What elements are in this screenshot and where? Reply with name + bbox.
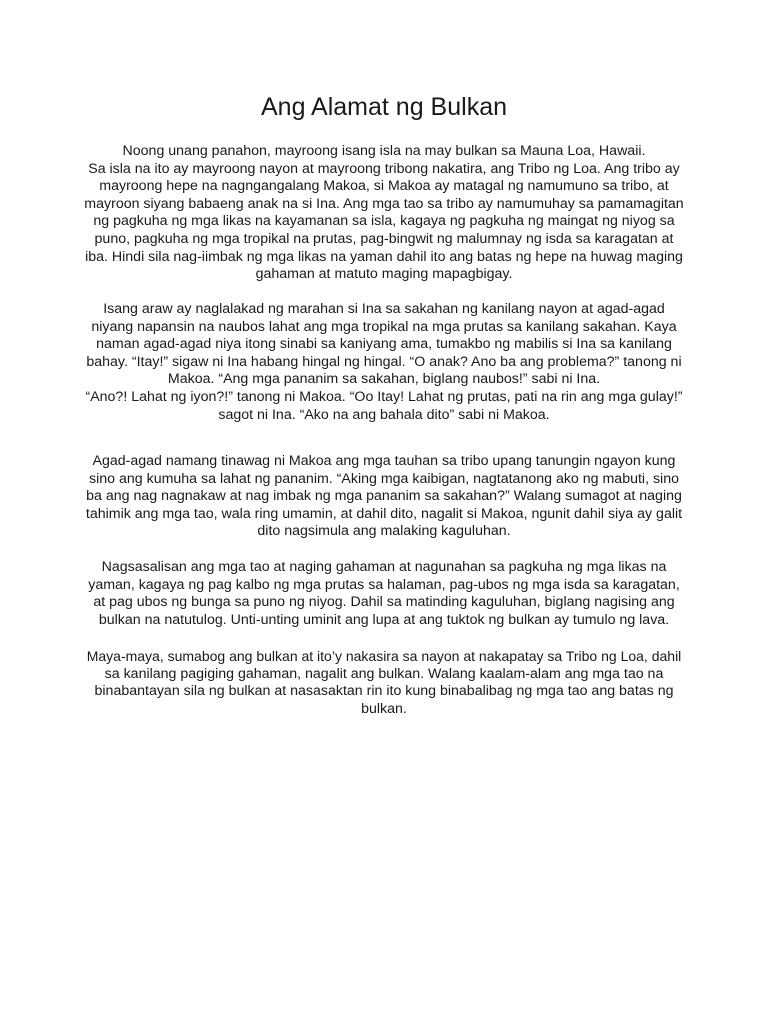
paragraph-line: sa kanilang pagiging gahaman, nagalit ang bulkan. Walang kaalam-alam ang mga tao na — [104, 665, 664, 682]
paragraph-line: dito nagsimula ang malaking kaguluhan. — [257, 523, 511, 540]
paragraph-line: ba ang nag nagnakaw at nag imbak ng mga pananim sa sakahan?” Walang sumagot at naging — [86, 488, 682, 505]
paragraph-line: Noong unang panahon, mayroong isang isla na may bulkan sa Mauna Loa, Hawaii. — [122, 143, 646, 159]
paragraph-line: gahaman at matuto maging mapagbigay. — [255, 266, 513, 283]
paragraph-line: mayroong hepe na nagngangalang Makoa, si Makoa ay matagal ng namumuno sa tribo, at — [99, 178, 669, 195]
paragraph-line: Isang araw ay naglalakad ng marahan si Ina sa sakahan ng kanilang nayon at agad-agad — [103, 301, 665, 317]
paragraph-line: bahay. “Itay!” sigaw ni Ina habang hingal ng hingal. “O anak? Ano ba ang problema?” tanong ni — [86, 353, 682, 370]
paragraph-line: sino ang kumuha sa lahat ng pananim. “Aking mga kaibigan, nagtatanong ako ng mabuti, sino — [89, 470, 679, 487]
paragraph-line: puno, pagkuha ng mga tropikal na prutas, pag-bingwit ng malumnay ng isda sa karagatan at — [94, 230, 674, 247]
paragraph-line: Nagsasalisan ang mga tao at naging gahaman at nagunahan sa pagkuha ng mga likas na — [101, 559, 667, 575]
paragraph-3 — [84, 453, 684, 541]
paragraph-line: bulkan. — [361, 700, 407, 717]
paragraph-line: Makoa. “Ang mga pananim sa sakahan, biglang naubos!” sabi ni Ina. — [167, 371, 601, 388]
paragraph-5 — [84, 648, 684, 718]
paragraph-line: Maya-maya, sumabog ang bulkan at ito’y nakasira sa nayon at nakapatay sa Tribo ng Loa, dahil — [86, 648, 682, 664]
document-title: Ang Alamat ng Bulkan — [261, 93, 507, 121]
paragraph-line: Sa isla na ito ay mayroong nayon at mayroong tribong nakatira, ang Tribo ng Loa. Ang tribo ay — [88, 160, 680, 177]
paragraph-line: niyang napansin na naubos lahat ang mga tropikal na mga prutas sa kanilang sakahan. Kaya — [91, 318, 677, 335]
paragraph-2 — [84, 301, 684, 424]
paragraph-line: mayroon siyang babaeng anak na si Ina. Ang mga tao sa tribo ay namumuhay sa pamamagitan — [84, 195, 684, 212]
paragraph-line: at pag ubos ng bunga sa puno ng niyog. Dahil sa matinding kaguluhan, biglang nagising ang — [93, 594, 675, 611]
paragraph-line: naman agad-agad niya itong sinabi sa kaniyang ama, tumakbo ng mabilis si Ina sa kanilang — [96, 336, 672, 353]
paragraph-line: bulkan na natutulog. Unti-unting uminit ang lupa at ang tuktok ng bulkan ay tumulo ng lava. — [98, 611, 670, 628]
paragraph-line: tahimik ang mga tao, wala ring umamin, at dahil dito, nagalit si Makoa, ngunit dahil siya ay galit — [85, 505, 683, 522]
paragraph-line: iba. Hindi sila nag-iimbak ng mga likas na yaman dahil ito ang batas ng hepe na huwag maging — [85, 248, 683, 265]
paragraph-line: yaman, kagaya ng pag kalbo ng mga prutas sa halaman, pag-ubos ng mga isda sa karagatan, — [88, 576, 680, 593]
paragraph-4 — [84, 559, 684, 629]
paragraph-1 — [84, 143, 684, 284]
paragraph-line: “Ano?! Lahat ng iyon?!” tanong ni Makoa. “Oo Itay! Lahat ng prutas, pati na rin ang mga gulay!” — [85, 388, 683, 405]
paragraph-line: Agad-agad namang tinawag ni Makoa ang mga tauhan sa tribo upang tanungin ngayon kung — [92, 453, 676, 469]
paragraph-line: sagot ni Ina. “Ako na ang bahala dito” sabi ni Makoa. — [218, 406, 550, 423]
paragraph-line: ng pagkuha ng mga likas na kayamanan sa isla, kagaya ng pagkuha ng maingat ng niyog sa — [93, 213, 675, 230]
paragraph-line: binabantayan sila ng bulkan at nasasaktan rin ito kung binabalibag ng mga tao ang batas ng — [94, 683, 674, 700]
